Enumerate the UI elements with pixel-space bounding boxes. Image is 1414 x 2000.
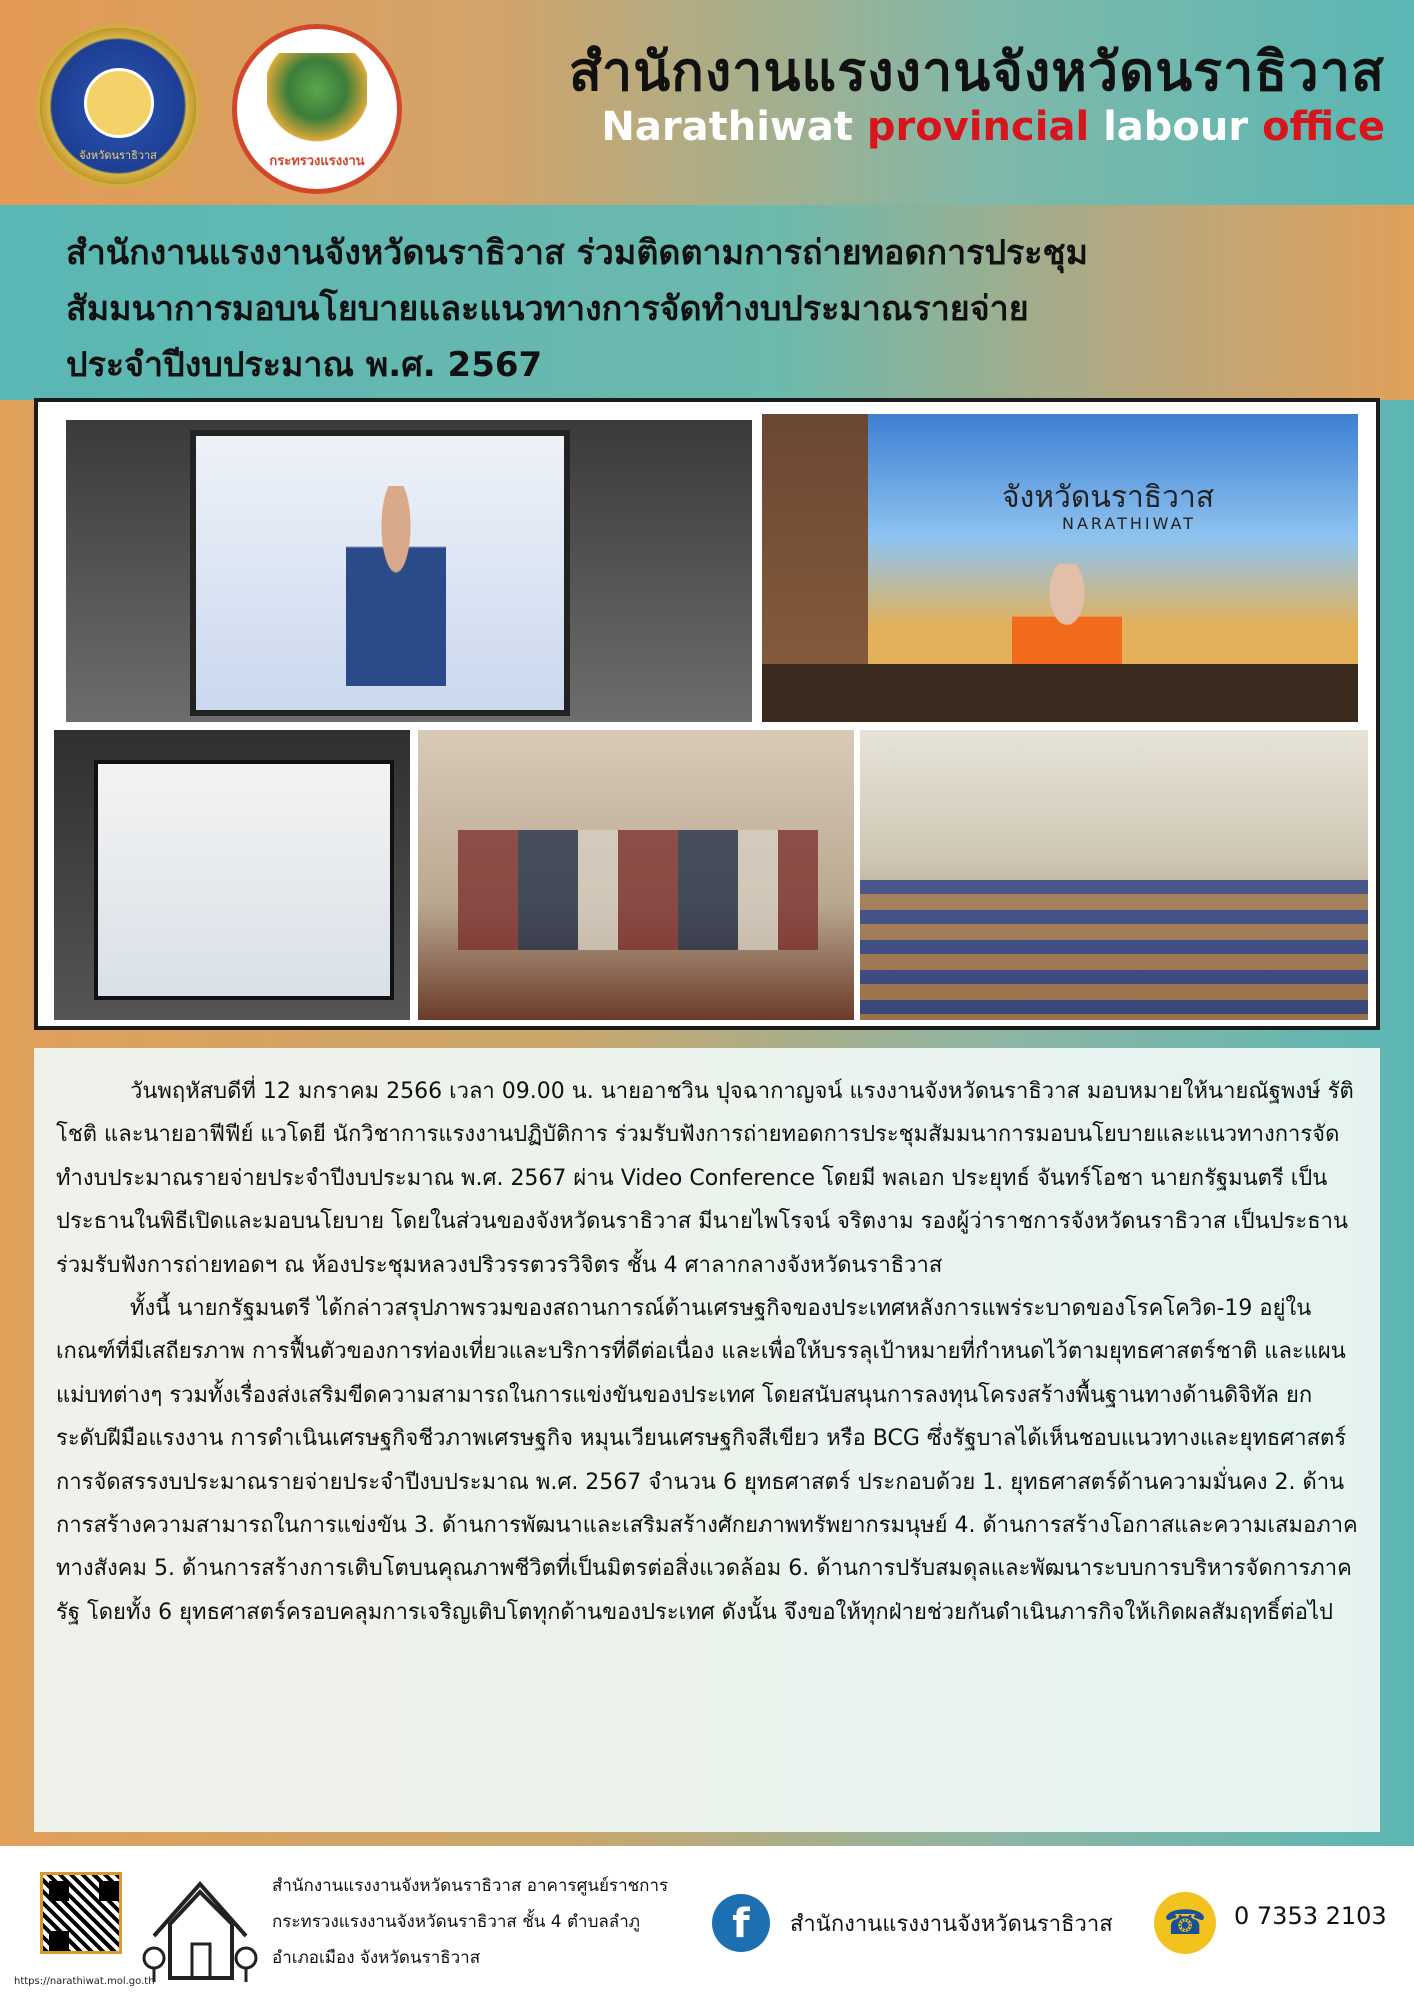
photo-attendees-front bbox=[418, 730, 854, 1020]
office-title-english bbox=[445, 104, 1385, 150]
photo-meeting-room bbox=[860, 730, 1368, 1020]
title-en-word: Narathiwat bbox=[601, 104, 853, 150]
office-title-thai: สำนักงานแรงงานจังหวัดนราธิวาส bbox=[568, 40, 1385, 103]
headline-line: ประจำปีงบประมาณ พ.ศ. 2567 bbox=[66, 345, 543, 385]
projection-screen bbox=[190, 430, 570, 716]
attendees-group bbox=[458, 830, 818, 950]
seal-emblem-icon bbox=[84, 68, 154, 138]
news-headline bbox=[0, 205, 1414, 400]
phone-number[interactable]: 0 7353 2103 bbox=[1234, 1902, 1387, 1930]
article-body bbox=[34, 1048, 1380, 1832]
article-paragraph: ทั้งนี้ นายกรัฐมนตรี ได้กล่าวสรุปภาพรวมของสถานการณ์ด้านเศรษฐกิจของประเทศหลังการแพร่ระบาดของโรคโควิด-19 อยู่ในเกณฑ์ที่มีเสถียรภาพ การฟื้นตัวของการท่องเที่ยวและบริการที่ดีต่อเนื่อง และเพื่อให้บรรลุเป้าหมายที่กำหนดไว้ตามยุทธศาสตร์ชาติ และแผนแม่บทต่างๆ รวมทั้งเรื่องส่งเสริมขีดความสามารถในการแข่งขันของประเทศ โดยสนับสนุนการลงทุนโครงสร้างพื้นฐานทางด้านดิจิทัล ยกระดับฝีมือแรงงาน การดำเนินเศรษฐกิจชีวภาพเศรษฐกิจ หมุนเวียนเศรษฐกิจสีเขียว หรือ BCG ซึ่งรัฐบาลได้เห็นชอบแนวทางและยุทธศาสตร์การจัดสรรงบประมาณรายจ่ายประจำปีงบประมาณ พ.ศ. 2567 จำนวน 6 ยุทธศาสตร์ ประกอบด้วย 1. ยุทธศาสตร์ด้านความมั่นคง 2. ด้านการสร้างความสามารถในการแข่งขัน 3. ด้านการพัฒนาและเสริมสร้างศักยภาพทรัพยากรมนุษย์ 4. ด้านการสร้างโอกาสและความเสมอภาคทางสังคม 5. ด้านการสร้างการเติบโตบนคุณภาพชีวิตที่เป็นมิตรต่อสิ่งแวดล้อม 6. ด้านการปรับสมดุลและพัฒนาระบบการบริหารจัดการภาครัฐ โดยทั้ง 6 ยุทธศาสตร์ครอบคลุมการเจริญเติบโตทุกด้านของประเทศ ดังนั้น จึงขอให้ทุกฝ่ายช่วยกันดำเนินภารกิจให้เกิดผลสัมฤทธิ์ต่อไป bbox=[56, 1296, 1358, 1625]
title-en-word: office bbox=[1262, 104, 1385, 150]
headline-line: สำนักงานแรงงานจังหวัดนราธิวาส ร่วมติดตามการถ่ายทอดการประชุม bbox=[66, 233, 1089, 273]
header bbox=[0, 0, 1414, 205]
slide-screen bbox=[94, 760, 394, 1000]
address-line: อำเภอเมือง จังหวัดนราธิวาส bbox=[272, 1948, 481, 1968]
speaker-figure bbox=[346, 486, 446, 686]
facebook-page-name[interactable]: สำนักงานแรงงานจังหวัดนราธิวาส bbox=[790, 1912, 1113, 1937]
desk bbox=[762, 664, 1358, 722]
address-line: กระทรวงแรงงานจังหวัดนราธิวาส ชั้น 4 ตำบลลำภู bbox=[272, 1912, 640, 1932]
ministry-logo-label: กระทรวงแรงงาน bbox=[269, 154, 365, 169]
photo-chairman-at-desk bbox=[762, 414, 1358, 722]
article-paragraph: วันพฤหัสบดีที่ 12 มกราคม 2566 เวลา 09.00 น. นายอาชวิน ปุจฉากาญจน์ แรงงานจังหวัดนราธิวาส มอบหมายให้นายณัฐพงษ์ รัติโชติ และนายอาฟีฟีย์ แวโดยี นักวิชาการแรงงานปฏิบัติการ ร่วมรับฟังการถ่ายทอดการประชุมสัมมนาการมอบนโยบายและแนวทางการจัดทำงบประมาณรายจ่ายประจำปีงบประมาณ พ.ศ. 2567 ผ่าน Video Conference โดยมี พลเอก ประยุทธ์ จันทร์โอชา นายกรัฐมนตรี เป็นประธานในพิธีเปิดและมอบนโยบาย โดยในส่วนของจังหวัดนราธิวาส มีนายไพโรจน์ จริตงาม รองผู้ว่าราชการจังหวัดนราธิวาส เป็นประธานร่วมรับฟังการถ่ายทอดฯ ณ ห้องประชุมหลวงปริวรรตวรวิจิตร ชั้น 4 ศาลากลางจังหวัดนราธิวาส bbox=[56, 1079, 1354, 1278]
photo-presentation-slide bbox=[54, 730, 410, 1020]
footer bbox=[0, 1846, 1414, 2000]
photo-video-conference-screen bbox=[66, 420, 752, 722]
facebook-icon[interactable]: f bbox=[712, 1894, 770, 1952]
province-seal-label: จังหวัดนราธิวาส bbox=[79, 149, 157, 162]
banner-subtitle: NARATHIWAT bbox=[1062, 514, 1197, 533]
qr-code-icon[interactable] bbox=[40, 1872, 122, 1954]
website-url[interactable]: https://narathiwat.mol.go.th bbox=[14, 1976, 155, 1987]
title-en-word: provincial bbox=[866, 104, 1090, 150]
photo-collage bbox=[34, 398, 1380, 1030]
headline-line: สัมมนาการมอบนโยบายและแนวทางการจัดทำงบประมาณรายจ่าย bbox=[66, 289, 1029, 329]
title-en-word: labour bbox=[1103, 104, 1249, 150]
banner-title: จังหวัดนราธิวาส bbox=[1002, 480, 1215, 515]
house-icon bbox=[140, 1874, 258, 1986]
phone-icon: ☎ bbox=[1154, 1892, 1216, 1954]
office-address bbox=[272, 1868, 712, 1976]
address-line: สำนักงานแรงงานจังหวัดนราธิวาส อาคารศูนย์ราชการ bbox=[272, 1876, 669, 1896]
province-seal-logo bbox=[36, 24, 200, 188]
ministry-emblem-icon bbox=[267, 53, 367, 143]
labour-ministry-logo bbox=[232, 24, 402, 194]
seat-rows bbox=[860, 880, 1368, 1020]
